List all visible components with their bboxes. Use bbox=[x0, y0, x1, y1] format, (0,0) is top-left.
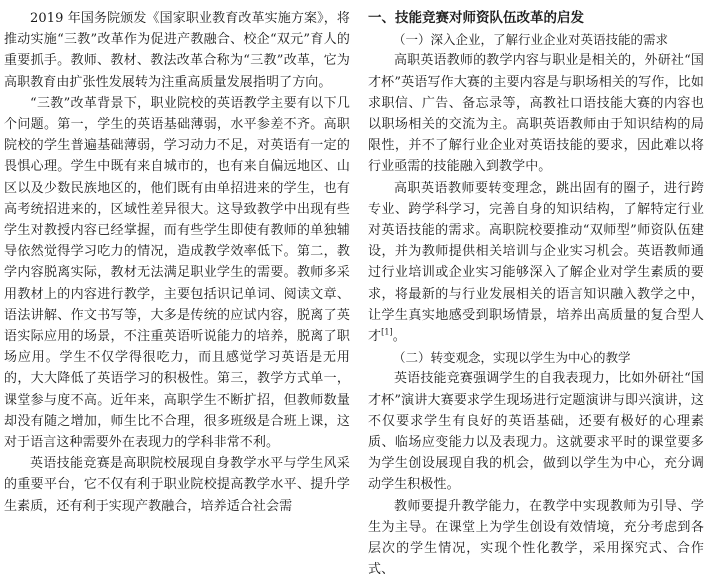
subsection-1-paragraph-2-text: 高职英语教师要转变理念，跳出固有的圈子，进行跨专业、跨学科学习，完善自身的知识结构，了解特定行业对英语技能的需求。高职院校要推动“双师型”师资队伍建设，并为教师提供相关培训与企业实习机会。英语教师通过行业培训或企业实习能够深入了解企业对学生素质的要求，将最新的与行业发展相关的语言知识融入教学之中，让学生真实地感受到职场情景，培养出高质量的复合型人才 bbox=[368, 180, 704, 345]
subsection-1-paragraph-1: 高职英语教师的教学内容与职业是相关的，外研社“国才杯”英语写作大赛的主要内容是与职场相关的写作，比如求职信、广告、备忘录等，高教社口语技能大赛的内容也以职场相关的交流为主。高职英语教师由于知识结构的局限性，并不了解行业企业对英语技能的要求，因此难以将行业亟需的技能融入到教学中。 bbox=[368, 53, 704, 175]
intro-paragraph: 2019 年国务院颁发《国家职业教育改革实施方案》，将推动实施“三教”改革作为促进产教融合、校企“双元”育人的重要抓手。教师、教材、教法改革合称为“三教”改革，它为高职教育由扩张性发展转为注重高质量发展指明了方向。 bbox=[4, 11, 350, 90]
subsection-2-paragraph-2: 教师要提升教学能力，在教学中实现教师为引导、学生为主导。在课堂上为学生创设有效情境，充分考虑到各层次的学生情况，实现个性化教学，采用探究式、合作式、 bbox=[368, 498, 704, 578]
citation-trailing-punct: 。 bbox=[392, 329, 406, 345]
subsection-2-paragraph-1: 英语技能竞赛强调学生的自我表现力，比如外研社“国才杯”演讲大赛要求学生现场进行定题演讲与即兴演讲，这不仅要求学生有良好的英语基础，还要有极好的心理素质、临场应变能力以及表现力。这就要求平时的课堂要多为学生创设展现自我的机会，做到以学生为中心，充分调动学生积极性。 bbox=[368, 371, 704, 493]
section-title: 一、技能竞赛对师资队伍改革的启发 bbox=[368, 10, 584, 26]
left-column bbox=[4, 8, 350, 517]
subsection-1-title: （一）深入企业，了解行业企业对英语技能的需求 bbox=[393, 32, 669, 48]
right-column bbox=[368, 8, 704, 580]
problems-paragraph: “三教”改革背景下，职业院校的英语教学主要有以下几个问题。第一，学生的英语基础薄弱，水平参差不齐。高职院校的学生普遍基础薄弱，学习动力不足，对英语有一定的畏惧心理。学生中既有来自城市的，也有来自偏远地区、山区以及少数民族地区的，他们既有由单招进来的学生，也有高考统招进来的，区域性差异很大。这导致教学中出现有些学生对教授内容已经掌握，而有些学生即使有教师的单独辅导依然觉得学习吃力的情况，造成教学效率低下。第二，教学内容脱离实际，教材无法满足职业学生的需要。教师多采用教材上的内容进行教学，主要包括识记单词、阅读文章、语法讲解、作文书写等，大多是传统的应试内容，脱离了英语实际应用的场景，不注重英语听说能力的培养，脱离了职场应用。学生不仅学得很吃力，而且感觉学习英语是无用的，大大降低了英语学习的积极性。第三，教学方式单一，课堂参与度不高。近年来，高职学生不断扩招，但教师数量却没有随之增加，师生比不合理，很多班级是合班上课，这对于语言这种需要外在表现力的学科非常不利。 bbox=[4, 95, 350, 451]
competition-paragraph: 英语技能竞赛是高职院校展现自身教学水平与学生风采的重要平台，它不仅有利于职业院校提高教学水平、提升学生素质，还有利于实现产教融合，培养适合社会需 bbox=[4, 456, 350, 514]
citation-marker: [1] bbox=[381, 327, 393, 337]
subsection-2-title: （二）转变观念，实现以学生为中心的教学 bbox=[393, 350, 631, 366]
subsection-1-paragraph-2 bbox=[368, 178, 704, 348]
